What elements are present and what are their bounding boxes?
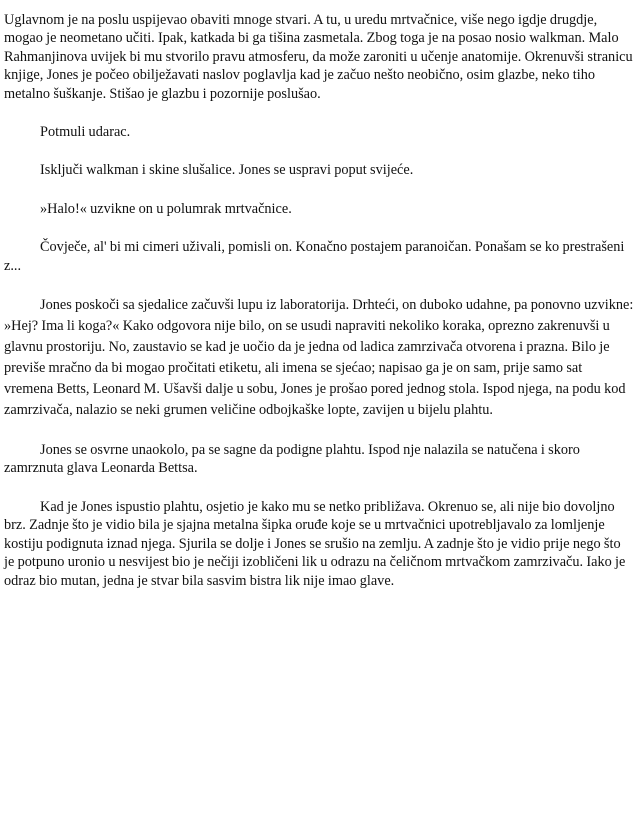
paragraph-3: Isključi walkman i skine slušalice. Jones se uspravi poput svijeće. xyxy=(40,162,414,179)
paragraph-8: Kad je Jones ispustio plahtu, osjetio je kako mu se netko približava. Okrenuo se, ali nije bio dovoljno brz. Zadnje što je vidio bila je sjajna metalna šipka oruđe koje se u mrtvačnici upotrebljavalo za lomljenje kostiju podignuta iznad njega. Sjurila se dolje i Jones se srušio na zemlju. A zadnje što je vidio prije nego što je potpuno uronio u nesvijest bio je nečiji izobličeni lik u odrazu na čeličnom mrtvačkom zamrzivaču. Iako je odraz bio mutan, jedna je stvar bila sasvim bistra lik nije imao glave. xyxy=(4,498,626,589)
paragraph-7: Jones se osvrne unaokolo, pa se sagne da podigne plahtu. Ispod nje nalazila se natučena i skoro zamrznuta glava Leonarda Bettsa. xyxy=(4,442,580,477)
document-page xyxy=(4,11,634,610)
paragraph-5: Čovječe, al' bi mi cimeri uživali, pomisli on. Konačno postajem paranoičan. Ponašam se ko prestrašeni z... xyxy=(4,239,625,274)
paragraph-4: »Halo!« uzvikne on u polumrak mrtvačnice. xyxy=(40,200,292,217)
paragraph-1: Uglavnom je na poslu uspijevao obaviti mnoge stvari. A tu, u uredu mrtvačnice, više nego igdje drugdje, mogao je neometano učiti. Ipak, katkada bi ga tišina zasmetala. Zbog toga je na posao nosio walkman. Malo Rahmanjinova uvijek bi mu stvorilo pravu atmosferu, da može zaroniti u učenje anatomije. Okrenuvši stranicu knjige, Jones je počeo obilježavati naslov poglavlja kad je začuo nešto neobično, osim glazbe, neko tiho metalno šuškanje. Stišao je glazbu i pozornije poslušao. xyxy=(4,12,633,102)
paragraph-6: Jones poskoči sa sjedalice začuvši lupu iz laboratorija. Drhteći, on duboko udahne, pa ponovno uzvikne: »Hej? Ima li koga?« Kako odgovora nije bilo, on se usudi napraviti nekoliko koraka, oprezno zakrenuvši u glavnu prostoriju. No, zaustavio se kad je uočio da je jedna od ladica zamrzivača otvorena i prazna. Bilo je previše mračno da bi mogao pročitati etiketu, ali imena se sjećao; napisao ga je on sam, prije samo sat vremena Betts, Leonard M. Ušavši dalje u sobu, Jones je prošao pored jednog stola. Ispod njega, na podu kod zamrzivača, nalazio se neki grumen veličine odbojkaške lopte, zavijen u bijelu plahtu. xyxy=(4,297,634,419)
paragraph-2: Potmuli udarac. xyxy=(40,124,131,141)
